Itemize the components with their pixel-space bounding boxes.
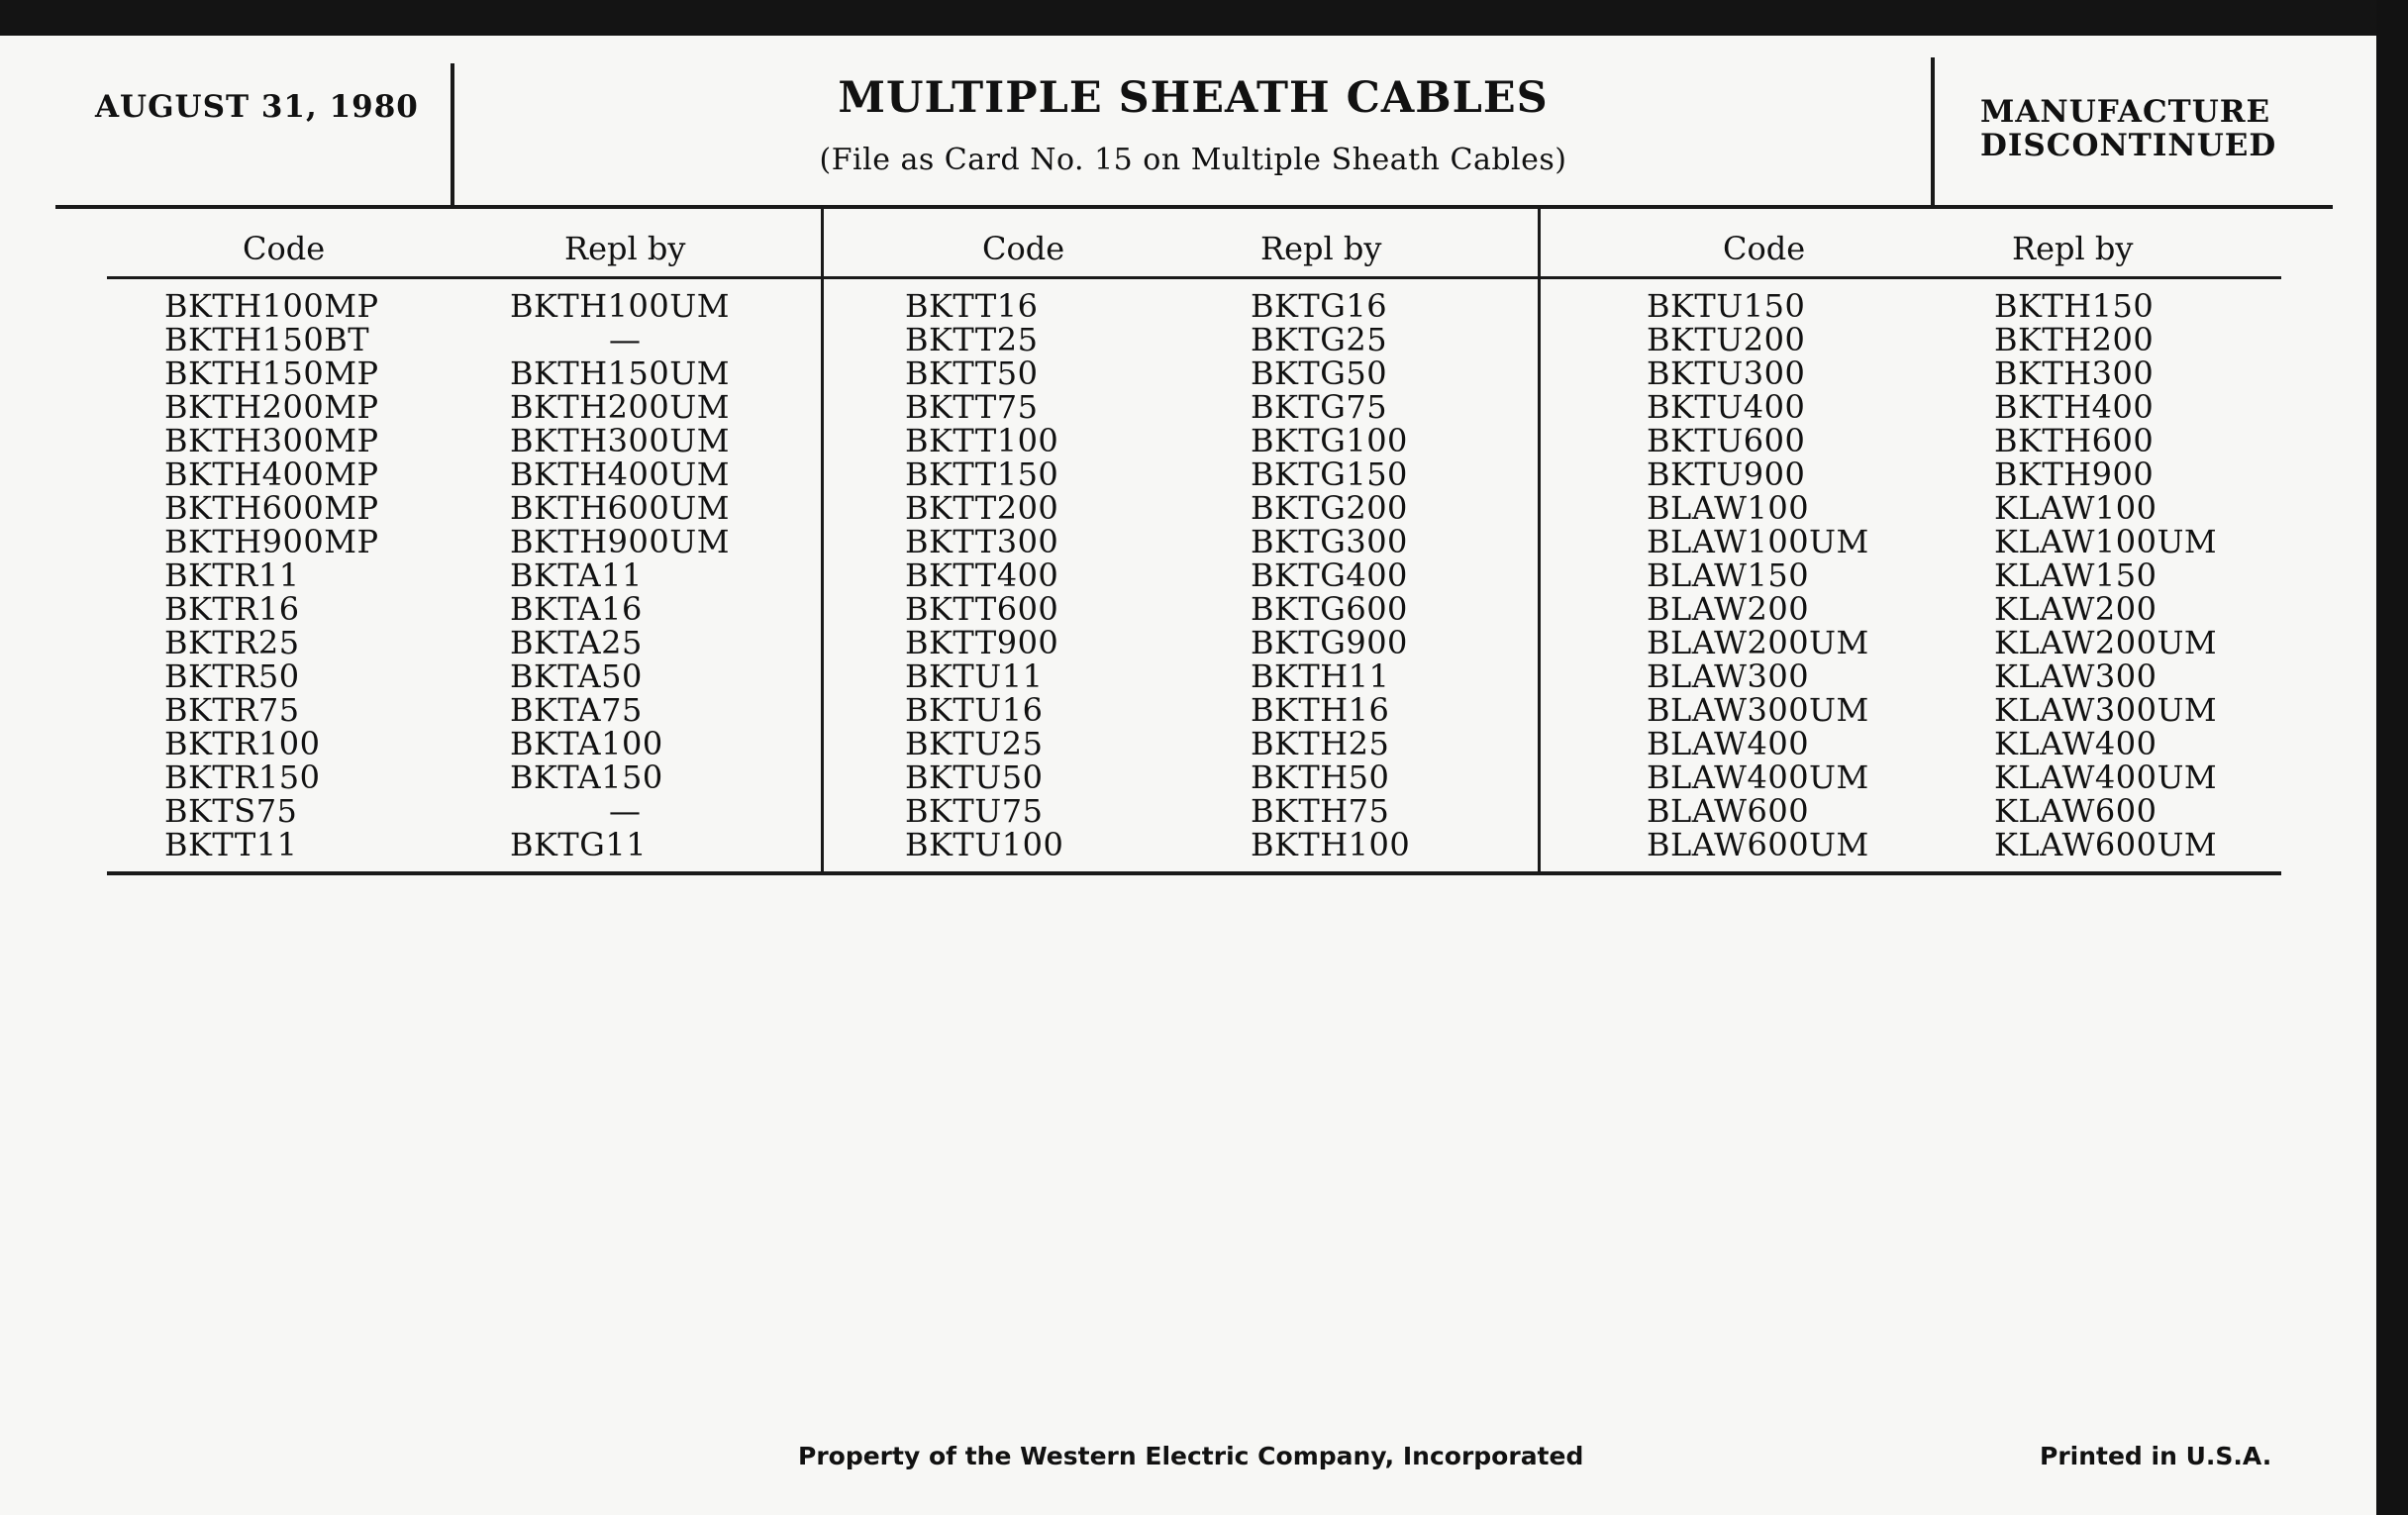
- replacement-cell: KLAW600UM: [1994, 826, 2218, 863]
- replacement-cell: BKTH11: [1251, 657, 1390, 695]
- code-cell: BKTU300: [1647, 354, 1806, 392]
- replacement-cell: BKTG16: [1251, 287, 1388, 325]
- column-header-repl-2: Repl by: [1260, 230, 1382, 267]
- code-cell: BKTT100: [905, 422, 1059, 459]
- code-cell: BLAW200UM: [1647, 624, 1869, 661]
- code-cell: BKTH150MP: [164, 354, 379, 392]
- replacement-cell: BKTG25: [1251, 321, 1388, 358]
- replacement-cell: KLAW200: [1994, 590, 2157, 628]
- replacement-cell: BKTH400UM: [510, 455, 730, 493]
- code-cell: BKTU400: [1647, 388, 1806, 426]
- issue-date: AUGUST 31, 1980: [95, 89, 419, 125]
- replacement-cell: BKTG150: [1251, 455, 1408, 493]
- code-cell: BKTR25: [164, 624, 300, 661]
- code-cell: BKTU50: [905, 758, 1044, 796]
- code-cell: BLAW400UM: [1647, 758, 1869, 796]
- code-cell: BLAW150: [1647, 556, 1810, 594]
- code-cell: BKTH150BT: [164, 321, 370, 358]
- code-cell: BKTR150: [164, 758, 321, 796]
- table-divider-1: [821, 209, 824, 875]
- replacement-cell: KLAW300UM: [1994, 691, 2218, 729]
- replacement-cell: BKTH75: [1251, 792, 1390, 830]
- replacement-cell: KLAW300: [1994, 657, 2157, 695]
- table-header-rule: [107, 276, 2281, 279]
- code-cell: BKTR16: [164, 590, 300, 628]
- replacement-cell: —: [609, 792, 642, 830]
- code-cell: BKTR100: [164, 725, 321, 762]
- replacement-cell: BKTH900UM: [510, 523, 730, 560]
- replacement-cell: BKTG600: [1251, 590, 1408, 628]
- code-cell: BKTH600MP: [164, 489, 379, 527]
- code-cell: BKTT25: [905, 321, 1039, 358]
- code-cell: BKTS75: [164, 792, 298, 830]
- column-header-repl-1: Repl by: [564, 230, 686, 267]
- replacement-cell: BKTH600: [1994, 422, 2155, 459]
- footer-property-note: Property of the Western Electric Company, Incorporated: [798, 1442, 1584, 1470]
- code-cell: BLAW200: [1647, 590, 1810, 628]
- footer-printed-note: Printed in U.S.A.: [2040, 1442, 2272, 1470]
- replacement-cell: BKTA75: [510, 691, 643, 729]
- replacement-cell: KLAW400UM: [1994, 758, 2218, 796]
- column-header-code-2: Code: [982, 230, 1065, 267]
- replacement-cell: BKTG300: [1251, 523, 1408, 560]
- code-cell: BKTU900: [1647, 455, 1806, 493]
- code-cell: BLAW400: [1647, 725, 1810, 762]
- code-cell: BKTU200: [1647, 321, 1806, 358]
- code-cell: BKTR75: [164, 691, 300, 729]
- status-label: [1980, 95, 2307, 162]
- replacement-cell: BKTG75: [1251, 388, 1388, 426]
- code-cell: BKTH900MP: [164, 523, 379, 560]
- code-cell: BKTU600: [1647, 422, 1806, 459]
- code-cell: BKTR50: [164, 657, 300, 695]
- code-cell: BLAW600UM: [1647, 826, 1869, 863]
- replacement-cell: KLAW150: [1994, 556, 2157, 594]
- table-bottom-rule: [107, 871, 2281, 875]
- replacement-cell: BKTH300UM: [510, 422, 730, 459]
- code-column-2: [905, 289, 1063, 861]
- code-cell: BKTT50: [905, 354, 1039, 392]
- code-cell: BKTH300MP: [164, 422, 379, 459]
- replacement-cell: KLAW400: [1994, 725, 2157, 762]
- code-cell: BKTU75: [905, 792, 1044, 830]
- replacement-cell: KLAW200UM: [1994, 624, 2218, 661]
- code-cell: BKTT16: [905, 287, 1039, 325]
- code-cell: BLAW600: [1647, 792, 1810, 830]
- replacement-cell: BKTH900: [1994, 455, 2155, 493]
- replacement-cell: BKTG11: [510, 826, 648, 863]
- code-cell: BLAW100UM: [1647, 523, 1869, 560]
- replacement-cell: BKTH200UM: [510, 388, 730, 426]
- code-cell: BKTT600: [905, 590, 1059, 628]
- replacement-cell: BKTH100UM: [510, 287, 730, 325]
- code-cell: BKTU150: [1647, 287, 1806, 325]
- replacement-cell: BKTA100: [510, 725, 663, 762]
- replacement-cell: BKTG200: [1251, 489, 1408, 527]
- replacement-cell: BKTH16: [1251, 691, 1390, 729]
- replacement-cell: BKTH400: [1994, 388, 2155, 426]
- replacement-cell: BKTH100: [1251, 826, 1411, 863]
- code-cell: BKTT75: [905, 388, 1039, 426]
- page-subtitle: (File as Card No. 15 on Multiple Sheath Cables): [819, 143, 1567, 177]
- header-bottom-rule: [55, 205, 2333, 209]
- replacement-cell: BKTH200: [1994, 321, 2155, 358]
- repl-column-2: [1251, 289, 1410, 861]
- replacement-cell: BKTH300: [1994, 354, 2155, 392]
- code-cell: BLAW100: [1647, 489, 1810, 527]
- replacement-cell: —: [609, 321, 642, 358]
- replacement-cell: BKTH50: [1251, 758, 1390, 796]
- code-cell: BKTT400: [905, 556, 1059, 594]
- code-cell: BKTU11: [905, 657, 1044, 695]
- code-cell: BKTU16: [905, 691, 1044, 729]
- code-column-3: [1647, 289, 1869, 861]
- replacement-cell: KLAW100: [1994, 489, 2157, 527]
- replacement-cell: BKTA150: [510, 758, 663, 796]
- code-cell: BKTH400MP: [164, 455, 379, 493]
- repl-column-3: [1994, 289, 2217, 861]
- code-cell: BKTT300: [905, 523, 1059, 560]
- replacement-cell: BKTA25: [510, 624, 643, 661]
- column-header-code-1: Code: [243, 230, 326, 267]
- repl-column-1: [510, 289, 730, 861]
- code-cell: BKTU25: [905, 725, 1044, 762]
- code-cell: BKTH100MP: [164, 287, 379, 325]
- column-header-repl-3: Repl by: [2012, 230, 2134, 267]
- page-title: MULTIPLE SHEATH CABLES: [838, 73, 1549, 123]
- replacement-cell: BKTH600UM: [510, 489, 730, 527]
- replacement-cell: BKTG400: [1251, 556, 1408, 594]
- code-cell: BKTU100: [905, 826, 1064, 863]
- replacement-cell: BKTH25: [1251, 725, 1390, 762]
- replacement-cell: BKTA11: [510, 556, 643, 594]
- code-cell: BKTH200MP: [164, 388, 379, 426]
- replacement-cell: KLAW600: [1994, 792, 2157, 830]
- scan-right-border: [2376, 0, 2408, 1515]
- replacement-cell: BKTG50: [1251, 354, 1388, 392]
- header-divider-left: [451, 63, 454, 207]
- replacement-cell: BKTH150UM: [510, 354, 730, 392]
- status-line-1: MANUFACTURE: [1980, 94, 2271, 130]
- code-column-1: [164, 289, 379, 861]
- code-cell: BLAW300: [1647, 657, 1810, 695]
- replacement-cell: KLAW100UM: [1994, 523, 2218, 560]
- code-cell: BLAW300UM: [1647, 691, 1869, 729]
- code-cell: BKTT200: [905, 489, 1059, 527]
- code-cell: BKTR11: [164, 556, 300, 594]
- table-divider-2: [1538, 209, 1541, 875]
- replacement-cell: BKTA50: [510, 657, 643, 695]
- code-cell: BKTT150: [905, 455, 1059, 493]
- replacement-cell: BKTH150: [1994, 287, 2155, 325]
- status-line-2: DISCONTINUED: [1980, 128, 2277, 163]
- replacement-cell: BKTA16: [510, 590, 643, 628]
- scan-top-border: [0, 0, 2408, 36]
- replacement-cell: BKTG900: [1251, 624, 1408, 661]
- code-cell: BKTT11: [164, 826, 298, 863]
- header-divider-right: [1931, 57, 1935, 207]
- code-cell: BKTT900: [905, 624, 1059, 661]
- column-header-code-3: Code: [1723, 230, 1806, 267]
- replacement-cell: BKTG100: [1251, 422, 1408, 459]
